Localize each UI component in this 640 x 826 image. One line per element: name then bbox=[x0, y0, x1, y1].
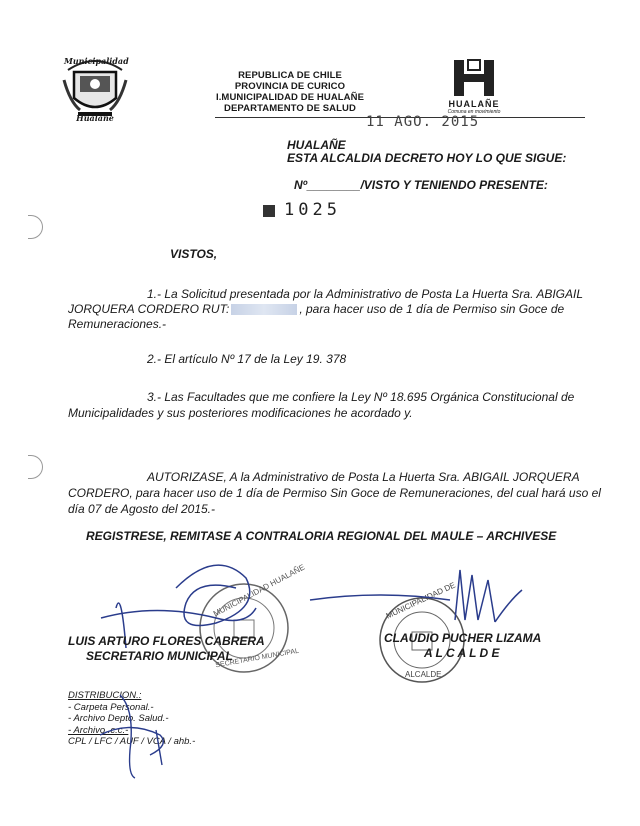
autor-line2: CORDERO, para hacer uso de 1 día de Permiso Sin Goce de Remuneraciones, del cual hará uso el bbox=[68, 486, 601, 500]
vistos-heading: VISTOS, bbox=[170, 247, 218, 261]
date-stamp: 11 AGO. 2015 bbox=[366, 114, 480, 130]
header-line-3: I.MUNICIPALIDAD DE HUALAÑE bbox=[215, 92, 365, 103]
visto-text: /VISTO Y TENIENDO PRESENTE: bbox=[360, 178, 548, 192]
distribution-heading: DISTRIBUCION.: bbox=[68, 690, 142, 701]
distribution-item: CPL / LFC / AUF / VCA / ahb.- bbox=[68, 736, 196, 747]
sign-right-title: A L C A L D E bbox=[424, 646, 500, 660]
header-line-1: REPUBLICA DE CHILE bbox=[238, 70, 342, 81]
visto-line bbox=[294, 178, 548, 192]
decree-number: 1025 bbox=[284, 200, 341, 220]
no-blank: ________ bbox=[307, 178, 361, 192]
crest-bottom-text: Hualañe bbox=[76, 113, 114, 123]
para1-line1: 1.- La Solicitud presentada por la Administrativo de Posta La Huerta Sra. ABIGAIL bbox=[147, 287, 584, 301]
punch-hole bbox=[28, 215, 43, 239]
header-line-4: DEPARTAMENTO DE SALUD bbox=[224, 103, 356, 114]
registrese-line: REGISTRESE, REMITASE A CONTRALORIA REGIONAL DEL MAULE – ARCHIVESE bbox=[86, 529, 557, 543]
number-stamp-mark bbox=[263, 205, 275, 217]
distribution-item: - Archivo Depto. Salud.- bbox=[68, 713, 169, 724]
punch-hole bbox=[28, 455, 43, 479]
para3-line1: 3.- Las Facultades que me confiere la Ley Nº 18.695 Orgánica Constitucional de bbox=[147, 390, 575, 404]
header-block bbox=[215, 70, 365, 114]
stamp-right-bottom: ALCALDE bbox=[405, 670, 442, 679]
sign-left-title: SECRETARIO MUNICIPAL bbox=[86, 649, 233, 663]
place-name: HUALAÑE bbox=[287, 138, 346, 152]
sign-right-name: CLAUDIO PUCHER LIZAMA bbox=[384, 631, 542, 645]
para3-line2: Municipalidades y sus posteriores modificaciones he acordado y. bbox=[68, 406, 413, 420]
redacted-rut bbox=[231, 304, 297, 315]
stamp-left-bottom: SECRETARIO MUNICIPAL bbox=[215, 647, 300, 670]
autor-line1: AUTORIZASE, A la Administrativo de Posta La Huerta Sra. ABIGAIL JORQUERA bbox=[147, 470, 580, 484]
logo-tagline: Comuna en movimiento bbox=[447, 109, 501, 115]
header-line-2: PROVINCIA DE CURICO bbox=[234, 81, 346, 92]
para1-line2-a: JORQUERA CORDERO RUT: bbox=[68, 302, 230, 316]
autor-line3: día 07 de Agosto del 2015.- bbox=[68, 502, 215, 516]
no-label: Nº bbox=[294, 178, 308, 192]
logo-name: HUALAÑE bbox=[448, 99, 500, 109]
decree-line: ESTA ALCALDIA DECRETO HOY LO QUE SIGUE: bbox=[287, 151, 567, 165]
sign-left-name: LUIS ARTURO FLORES CABRERA bbox=[68, 634, 265, 648]
initials-scribble bbox=[90, 690, 180, 780]
distribution-item: - Carpeta Personal.- bbox=[68, 701, 154, 713]
stamp-left-text: MUNICIPALIDAD HUALAÑE bbox=[211, 562, 307, 619]
distribution-item: - Archivo .c.c.- bbox=[68, 724, 129, 736]
para2: 2.- El artículo Nº 17 de la Ley 19. 378 bbox=[147, 352, 347, 366]
signature-right bbox=[300, 560, 530, 640]
hualane-logo-icon bbox=[452, 58, 496, 98]
crest-top-text: Municipalidad bbox=[64, 56, 129, 66]
stamp-right-text: MUNICIPALIDAD DE bbox=[384, 580, 457, 621]
para1-line3: Remuneraciones.- bbox=[68, 317, 167, 331]
para1-line2 bbox=[68, 302, 564, 317]
para1-line2-c: , para hacer uso de 1 día de Permiso sin Goce de bbox=[299, 302, 565, 316]
